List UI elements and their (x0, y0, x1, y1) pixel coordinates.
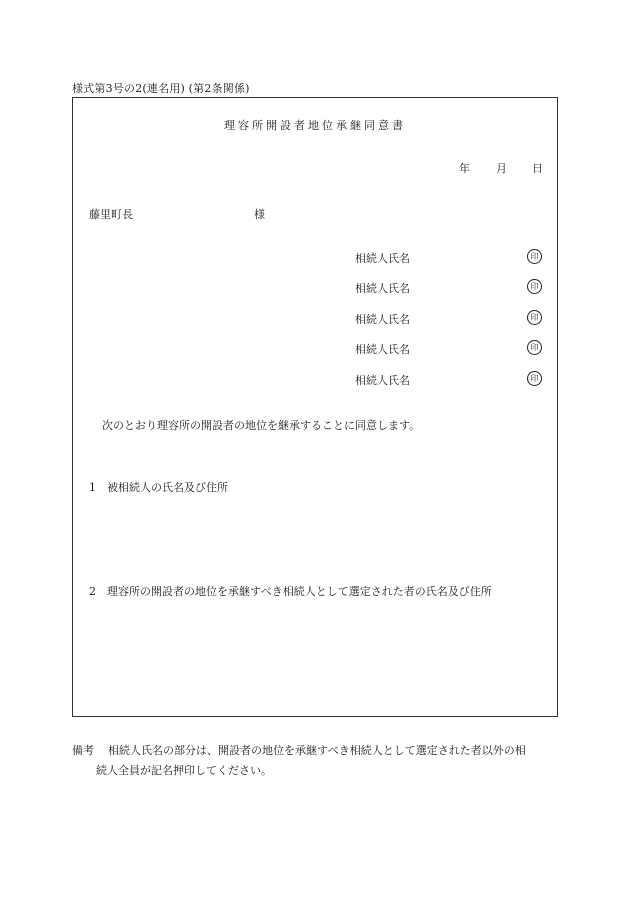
addressee-honorific: 様 (254, 208, 265, 221)
heir-name-label: 相続人氏名 (355, 282, 410, 295)
consent-statement: 次のとおり理容所の開設者の地位を継承することに同意します。 (102, 419, 421, 432)
heir-row (0, 371, 630, 387)
remarks-line-1: 相続人氏名の部分は、開設者の地位を承継すべき相続人として選定された者以外の相 (108, 744, 526, 757)
seal-mark-icon: 印 (527, 340, 542, 355)
date-month-label: 月 (496, 162, 507, 175)
section-text: 理容所の開設者の地位を承継すべき相続人として選定された者の氏名及び住所 (107, 585, 492, 598)
heir-row (0, 249, 630, 265)
remarks-line-2: 続人全員が記名押印してください。 (96, 764, 272, 777)
heir-row (0, 340, 630, 356)
section-item (89, 479, 228, 495)
date-day-label: 日 (532, 162, 543, 175)
heir-row (0, 279, 630, 295)
heir-row (0, 310, 630, 326)
heir-name-label: 相続人氏名 (355, 374, 410, 387)
date-row (0, 160, 630, 174)
document-frame (72, 97, 558, 717)
date-year-label: 年 (459, 162, 470, 175)
heir-name-label: 相続人氏名 (355, 313, 410, 326)
section-number: 1 (89, 481, 96, 494)
remarks-heading: 備考 (72, 744, 94, 757)
seal-mark-icon: 印 (527, 249, 542, 264)
remarks-body (96, 741, 558, 781)
document-title: 理容所開設者地位承継同意書 (224, 119, 406, 132)
seal-mark-icon: 印 (527, 310, 542, 325)
heir-name-label: 相続人氏名 (355, 343, 410, 356)
seal-mark-icon: 印 (527, 371, 542, 386)
section-item (89, 583, 492, 599)
section-number: 2 (89, 585, 96, 598)
form-number: 様式第3号の2(連名用) (第2条関係) (72, 82, 250, 95)
section-text: 被相続人の氏名及び住所 (107, 481, 228, 494)
addressee-name: 藤里町長 (89, 208, 133, 221)
seal-mark-icon: 印 (527, 279, 542, 294)
heir-name-label: 相続人氏名 (355, 252, 410, 265)
